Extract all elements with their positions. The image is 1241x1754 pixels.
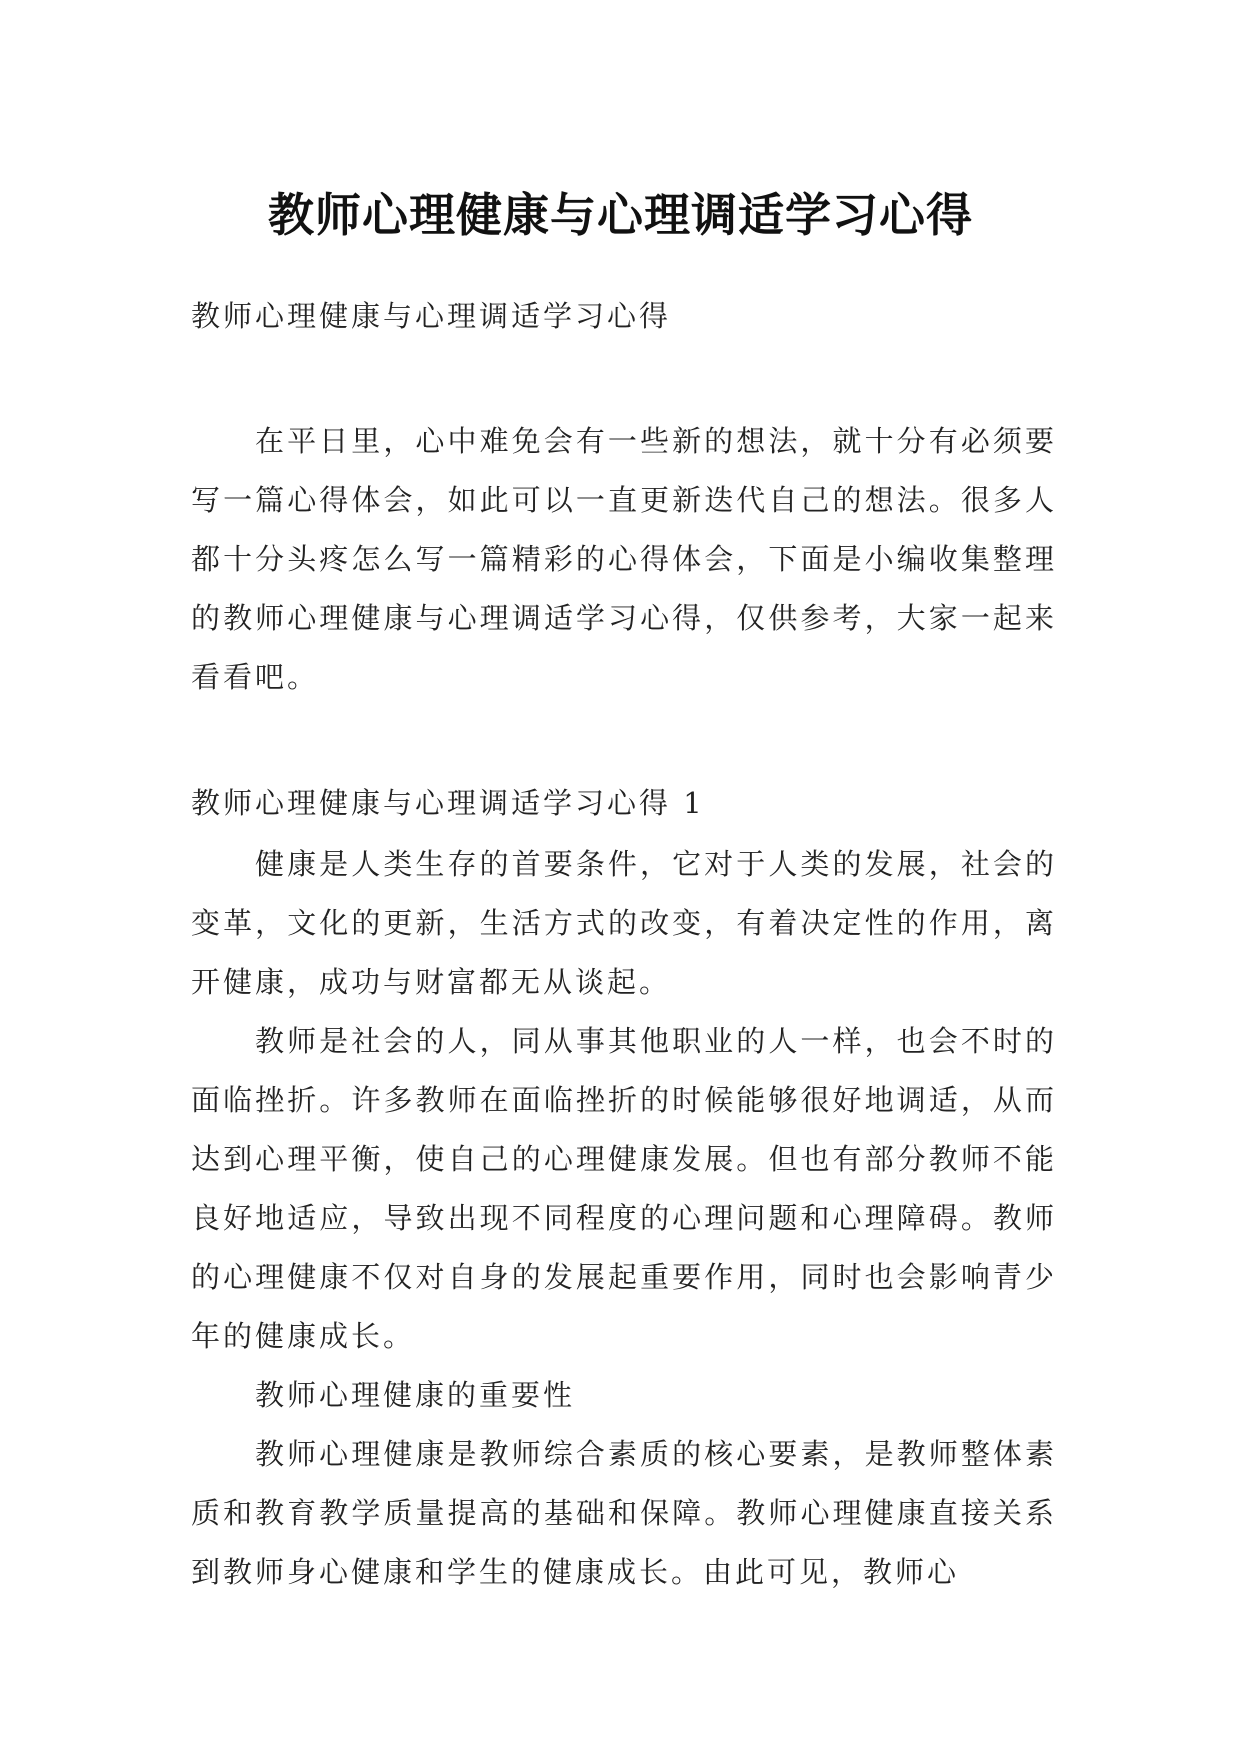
subheading-paragraph: 教师心理健康的重要性: [255, 1378, 576, 1412]
intro-paragraph: 在平日里，心中难免会有一些新的想法，就十分有必须要写一篇心得体会，如此可以一直更新迭代自己的想法。很多人都十分头疼怎么写一篇精彩的心得体会，下面是小编收集整理的教师心理健康与心理调适学习心得，仅供参考，大家一起来看看吧。: [191, 424, 1057, 694]
document-title: 教师心理健康与心理调适学习心得: [268, 187, 973, 242]
body-paragraph: 健康是人类生存的首要条件，它对于人类的发展，社会的变革，文化的更新，生活方式的改变，有着决定性的作用，离开健康，成功与财富都无从谈起。: [191, 847, 1057, 999]
body-paragraph: 教师心理健康是教师综合素质的核心要素，是教师整体素质和教育教学质量提高的基础和保障。教师心理健康直接关系到教师身心健康和学生的健康成长。由此可见，教师心: [191, 1437, 1057, 1589]
spacer: [191, 344, 1057, 412]
spacer: [191, 707, 1057, 775]
section-heading: 教师心理健康与心理调适学习心得 1: [191, 786, 705, 820]
body-paragraph: 教师是社会的人，同从事其他职业的人一样，也会不时的面临挫折。许多教师在面临挫折的时候能够很好地调适，从而达到心理平衡，使自己的心理健康发展。但也有部分教师不能良好地适应，导致出现不同程度的心理问题和心理障碍。教师的心理健康不仅对自身的发展起重要作用，同时也会影响青少年的健康成长。: [191, 1024, 1057, 1353]
document-body: [191, 288, 1057, 1602]
document-subtitle: 教师心理健康与心理调适学习心得: [191, 299, 672, 333]
